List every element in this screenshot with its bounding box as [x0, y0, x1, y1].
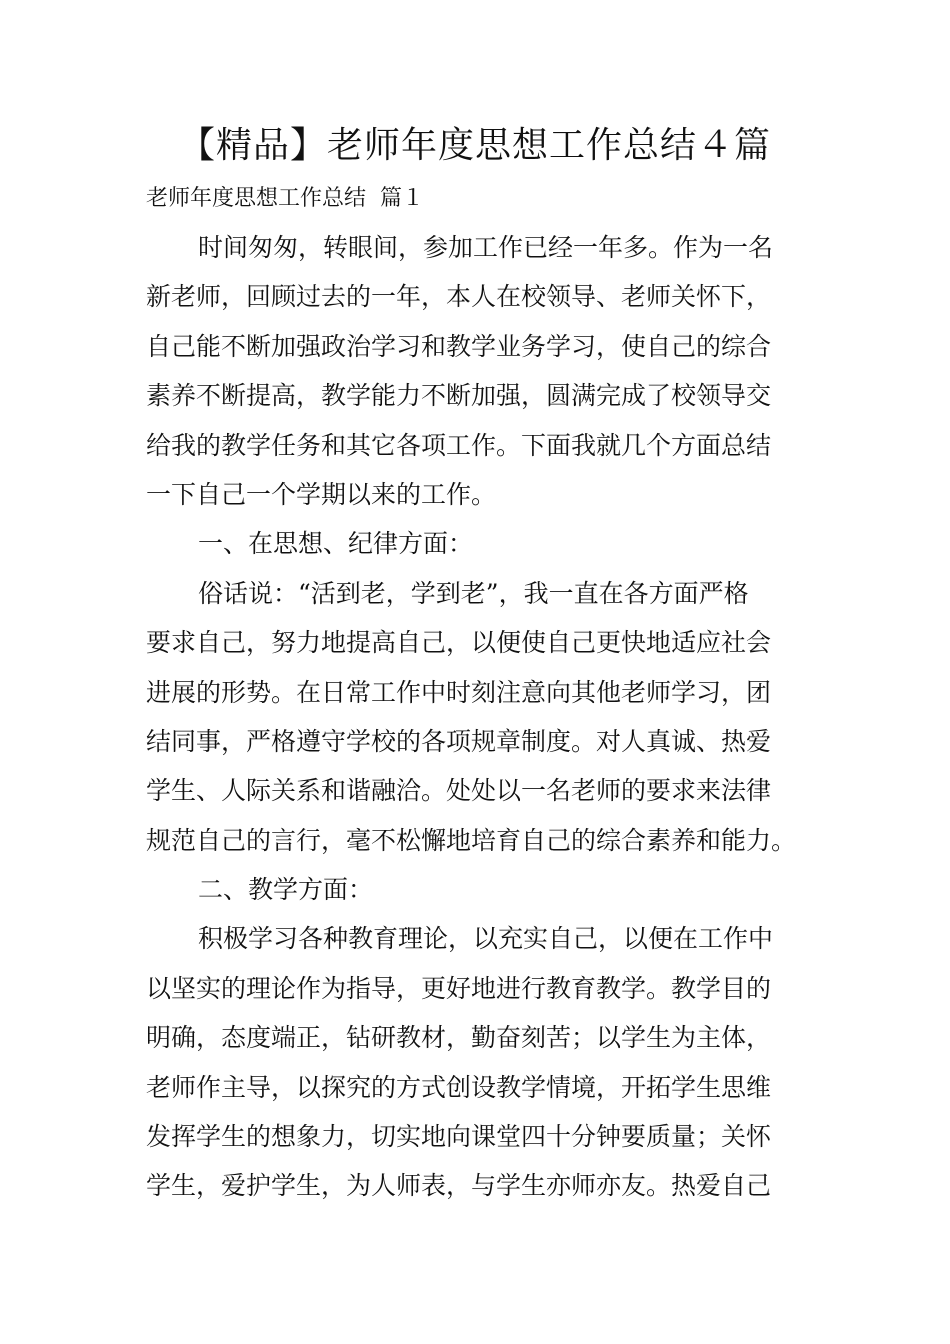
text-line: 以坚实的理论作为指导，更好地进行教育教学。教学目的	[146, 973, 772, 1003]
text-line: 一、在思想、纪律方面：	[198, 529, 474, 559]
text-line: 给我的教学任务和其它各项工作。下面我就几个方面总结	[146, 430, 772, 460]
text-line: 发挥学生的想象力，切实地向课堂四十分钟要质量；关怀	[146, 1122, 772, 1152]
text-line: 自己能不断加强政治学习和教学业务学习，使自己的综合	[146, 331, 772, 361]
text-line: 学生、人际关系和谐融洽。处处以一名老师的要求来法律	[146, 776, 772, 806]
text-line: 规范自己的言行，毫不松懈地培育自己的综合素养和能力。	[146, 825, 797, 855]
text-line: 素养不断提高，教学能力不断加强，圆满完成了校领导交	[146, 381, 772, 411]
text-line: 积极学习各种教育理论，以充实自己，以便在工作中	[198, 924, 774, 954]
text-line: 俗话说：“活到老，学到老”，我一直在各方面严格	[198, 578, 749, 608]
text-line: 明确，态度端正，钻研教材，勤奋刻苦；以学生为主体，	[146, 1023, 772, 1053]
text-line: 二、教学方面：	[198, 875, 374, 905]
document-subtitle: 老师年度思想工作总结 篇１	[146, 186, 424, 211]
text-line: 结同事，严格遵守学校的各项规章制度。对人真诚、热爱	[146, 726, 772, 756]
text-line: 新老师，回顾过去的一年，本人在校领导、老师关怀下，	[146, 282, 772, 312]
text-line: 要求自己，努力地提高自己，以便使自己更快地适应社会	[146, 628, 772, 658]
text-line: 学生，爱护学生，为人师表，与学生亦师亦友。热爱自己	[146, 1171, 772, 1201]
text-line: 老师作主导，以探究的方式创设教学情境，开拓学生思维	[146, 1072, 772, 1102]
text-line: 一下自己一个学期以来的工作。	[146, 479, 497, 509]
document-body	[146, 223, 810, 1211]
text-line: 时间匆匆，转眼间，参加工作已经一年多。作为一名	[198, 233, 774, 262]
text-line: 进展的形势。在日常工作中时刻注意向其他老师学习，团	[146, 677, 772, 707]
document-title: 【精品】老师年度思想工作总结４篇	[178, 125, 771, 166]
